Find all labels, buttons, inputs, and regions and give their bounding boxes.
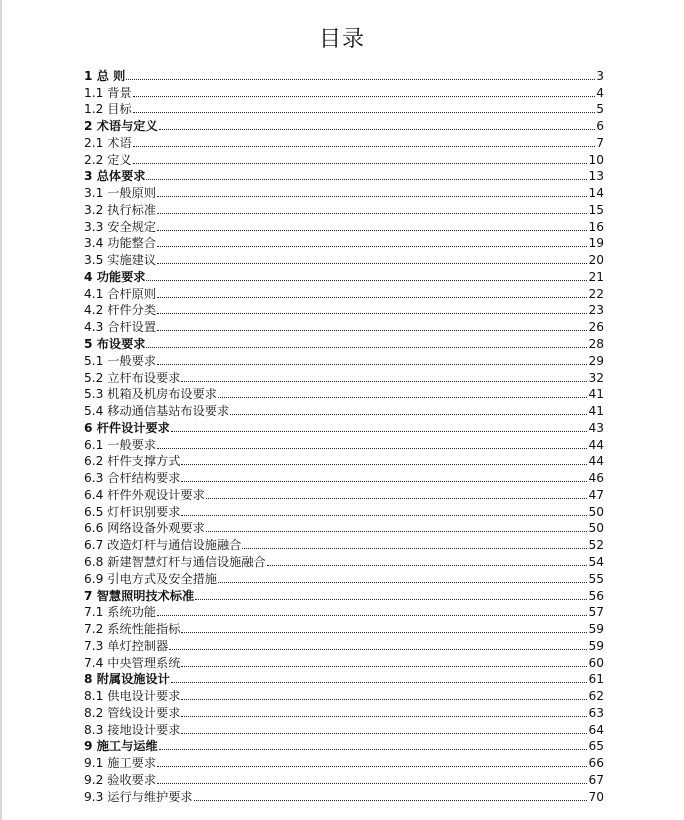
toc-entry-title: 6.4 杆件外观设计要求 [84,487,205,502]
toc-section-entry[interactable] [84,637,604,654]
toc-entry-title: 7.1 系统功能 [84,605,157,620]
toc-entry-title: 5.2 立杆布设要求 [84,370,181,385]
toc-dot-leader [133,96,596,97]
toc-entry-title: 9 施工与运维 [84,739,158,754]
toc-entry-title: 6.2 杆件支撑方式 [84,454,181,469]
toc-section-entry[interactable] [84,84,604,101]
toc-section-entry[interactable] [84,318,604,335]
toc-entry-page-number: 15 [588,202,604,217]
toc-chapter-entry[interactable] [84,67,604,84]
toc-dot-leader [181,733,587,734]
toc-entry-title: 6.6 网络设备外观要求 [84,521,205,536]
toc-entry-title: 5.1 一般要求 [84,353,157,368]
toc-entry-page-number: 66 [588,756,604,771]
toc-chapter-entry[interactable] [84,335,604,352]
toc-section-entry[interactable] [84,721,604,738]
toc-dot-leader [146,347,587,348]
toc-entry-page-number: 54 [588,554,604,569]
toc-entry-page-number: 19 [588,236,604,251]
toc-dot-leader [157,330,587,331]
toc-dot-leader [181,464,587,465]
toc-entry-page-number: 28 [588,337,604,352]
toc-entry-page-number: 26 [588,320,604,335]
toc-section-entry[interactable] [84,201,604,218]
toc-section-entry[interactable] [84,704,604,721]
toc-entry-title: 1.1 背景 [84,85,132,100]
toc-section-entry[interactable] [84,251,604,268]
table-of-contents [84,67,604,805]
toc-entry-title: 7.4 中央管理系统 [84,655,181,670]
toc-entry-page-number: 57 [588,605,604,620]
toc-chapter-entry[interactable] [84,587,604,604]
toc-entry-page-number: 16 [588,219,604,234]
toc-chapter-entry[interactable] [84,738,604,755]
toc-dot-leader [159,129,596,130]
toc-section-entry[interactable] [84,788,604,805]
toc-entry-page-number: 4 [596,85,604,100]
toc-dot-leader [157,246,587,247]
toc-section-entry[interactable] [84,134,604,151]
toc-dot-leader [181,716,587,717]
toc-dot-leader [146,280,587,281]
toc-entry-page-number: 47 [588,487,604,502]
toc-section-entry[interactable] [84,436,604,453]
toc-entry-page-number: 41 [588,387,604,402]
toc-entry-title: 3.5 实施建议 [84,253,157,268]
toc-section-entry[interactable] [84,386,604,403]
toc-entry-title: 8.2 管线设计要求 [84,705,181,720]
toc-entry-title: 6 杆件设计要求 [84,420,170,435]
toc-entry-title: 4 功能要求 [84,269,146,284]
toc-entry-title: 5.3 机箱及机房布设要求 [84,387,217,402]
toc-dot-leader [195,599,587,600]
toc-dot-leader [181,515,587,516]
toc-dot-leader [157,364,587,365]
toc-chapter-entry[interactable] [84,419,604,436]
toc-entry-page-number: 70 [588,789,604,804]
toc-section-entry[interactable] [84,771,604,788]
toc-section-entry[interactable] [84,620,604,637]
toc-entry-page-number: 62 [588,689,604,704]
toc-dot-leader [126,79,595,80]
toc-section-entry[interactable] [84,486,604,503]
toc-entry-title: 7 智慧照明技术标准 [84,588,195,603]
toc-entry-title: 3.3 安全规定 [84,219,157,234]
toc-dot-leader [157,263,587,264]
toc-entry-title: 7.3 单灯控制器 [84,638,169,653]
toc-entry-title: 1.2 目标 [84,102,132,117]
toc-entry-page-number: 3 [596,68,604,83]
toc-entry-page-number: 20 [588,253,604,268]
toc-entry-page-number: 63 [588,705,604,720]
toc-entry-title: 2 术语与定义 [84,119,158,134]
toc-entry-page-number: 5 [596,102,604,117]
toc-entry-page-number: 64 [588,722,604,737]
toc-entry-title: 8 附属设施设计 [84,672,170,687]
toc-dot-leader [157,196,587,197]
toc-dot-leader [267,565,588,566]
toc-entry-page-number: 23 [588,303,604,318]
toc-entry-title: 6.5 灯杆识别要求 [84,504,181,519]
toc-entry-page-number: 29 [588,353,604,368]
toc-entry-title: 2.2 定义 [84,152,132,167]
toc-entry-page-number: 32 [588,370,604,385]
toc-entry-title: 2.1 术语 [84,135,132,150]
toc-entry-title: 3.4 功能整合 [84,236,157,251]
toc-section-entry[interactable] [84,503,604,520]
toc-section-entry[interactable] [84,453,604,470]
toc-entry-page-number: 59 [588,622,604,637]
toc-entry-title: 5.4 移动通信基站布设要求 [84,404,230,419]
page-title: 目录 [318,27,365,52]
toc-dot-leader [157,313,587,314]
toc-dot-leader [181,666,587,667]
toc-chapter-entry[interactable] [84,268,604,285]
toc-section-entry[interactable] [84,604,604,621]
toc-dot-leader [218,582,588,583]
page-edge-rule [0,0,2,820]
toc-section-entry[interactable] [84,687,604,704]
toc-dot-leader [157,615,587,616]
toc-entry-page-number: 61 [588,672,604,687]
toc-entry-page-number: 65 [588,739,604,754]
toc-entry-title: 3 总体要求 [84,169,146,184]
toc-entry-title: 4.1 合杆原则 [84,286,157,301]
toc-entry-title: 4.2 杆件分类 [84,303,157,318]
toc-section-entry[interactable] [84,570,604,587]
toc-entry-title: 3.1 一般原则 [84,186,157,201]
toc-dot-leader [157,448,587,449]
toc-entry-title: 9.1 施工要求 [84,756,157,771]
toc-entry-page-number: 41 [588,404,604,419]
toc-entry-page-number: 6 [596,119,604,134]
toc-entry-page-number: 55 [588,571,604,586]
toc-dot-leader [181,481,587,482]
toc-section-entry[interactable] [84,520,604,537]
toc-section-entry[interactable] [84,352,604,369]
toc-dot-leader [194,800,588,801]
toc-section-entry[interactable] [84,235,604,252]
toc-section-entry[interactable] [84,285,604,302]
toc-dot-leader [218,397,588,398]
toc-entry-page-number: 21 [588,269,604,284]
toc-entry-title: 6.8 新建智慧灯杆与通信设施融合 [84,554,266,569]
toc-dot-leader [230,414,587,415]
toc-entry-page-number: 59 [588,638,604,653]
toc-entry-page-number: 50 [588,504,604,519]
toc-entry-title: 9.2 验收要求 [84,772,157,787]
toc-dot-leader [157,213,587,214]
toc-dot-leader [181,632,587,633]
toc-section-entry[interactable] [84,151,604,168]
toc-dot-leader [157,297,587,298]
toc-entry-title: 4.3 合杆设置 [84,320,157,335]
toc-dot-leader [146,179,587,180]
toc-dot-leader [133,146,596,147]
toc-dot-leader [159,749,588,750]
toc-section-entry[interactable] [84,369,604,386]
toc-entry-title: 6.7 改造灯杆与通信设施融合 [84,538,242,553]
toc-entry-page-number: 14 [588,186,604,201]
toc-dot-leader [206,498,588,499]
toc-section-entry[interactable] [84,101,604,118]
toc-entry-title: 6.9 引电方式及安全措施 [84,571,217,586]
toc-dot-leader [242,548,587,549]
toc-entry-page-number: 50 [588,521,604,536]
toc-entry-page-number: 22 [588,286,604,301]
toc-dot-leader [206,531,588,532]
toc-entry-page-number: 44 [588,454,604,469]
toc-entry-page-number: 56 [588,588,604,603]
toc-entry-title: 3.2 执行标准 [84,202,157,217]
toc-entry-page-number: 7 [596,135,604,150]
toc-entry-page-number: 43 [588,420,604,435]
toc-chapter-entry[interactable] [84,671,604,688]
toc-section-entry[interactable] [84,218,604,235]
toc-entry-page-number: 67 [588,772,604,787]
toc-section-entry[interactable] [84,402,604,419]
toc-chapter-entry[interactable] [84,168,604,185]
toc-entry-page-number: 13 [588,169,604,184]
toc-section-entry[interactable] [84,654,604,671]
toc-section-entry[interactable] [84,754,604,771]
toc-entry-title: 8.1 供电设计要求 [84,689,181,704]
toc-entry-title: 8.3 接地设计要求 [84,722,181,737]
toc-entry-page-number: 52 [588,538,604,553]
toc-section-entry[interactable] [84,536,604,553]
toc-entry-title: 9.3 运行与维护要求 [84,789,193,804]
toc-section-entry[interactable] [84,302,604,319]
toc-dot-leader [171,431,588,432]
toc-entry-title: 5 布设要求 [84,337,146,352]
toc-section-entry[interactable] [84,469,604,486]
toc-dot-leader [169,649,587,650]
toc-entry-title: 1 总 则 [84,68,126,83]
toc-chapter-entry[interactable] [84,117,604,134]
toc-entry-title: 7.2 系统性能指标 [84,622,181,637]
toc-dot-leader [181,381,587,382]
toc-entry-page-number: 10 [588,152,604,167]
toc-entry-page-number: 44 [588,437,604,452]
toc-dot-leader [157,783,587,784]
toc-section-entry[interactable] [84,553,604,570]
toc-entry-page-number: 46 [588,471,604,486]
toc-entry-title: 6.3 合杆结构要求 [84,471,181,486]
toc-dot-leader [181,699,587,700]
toc-dot-leader [133,163,588,164]
toc-section-entry[interactable] [84,184,604,201]
toc-entry-page-number: 60 [588,655,604,670]
toc-dot-leader [133,112,596,113]
toc-entry-title: 6.1 一般要求 [84,437,157,452]
toc-dot-leader [157,766,587,767]
toc-dot-leader [171,682,588,683]
toc-dot-leader [157,230,587,231]
